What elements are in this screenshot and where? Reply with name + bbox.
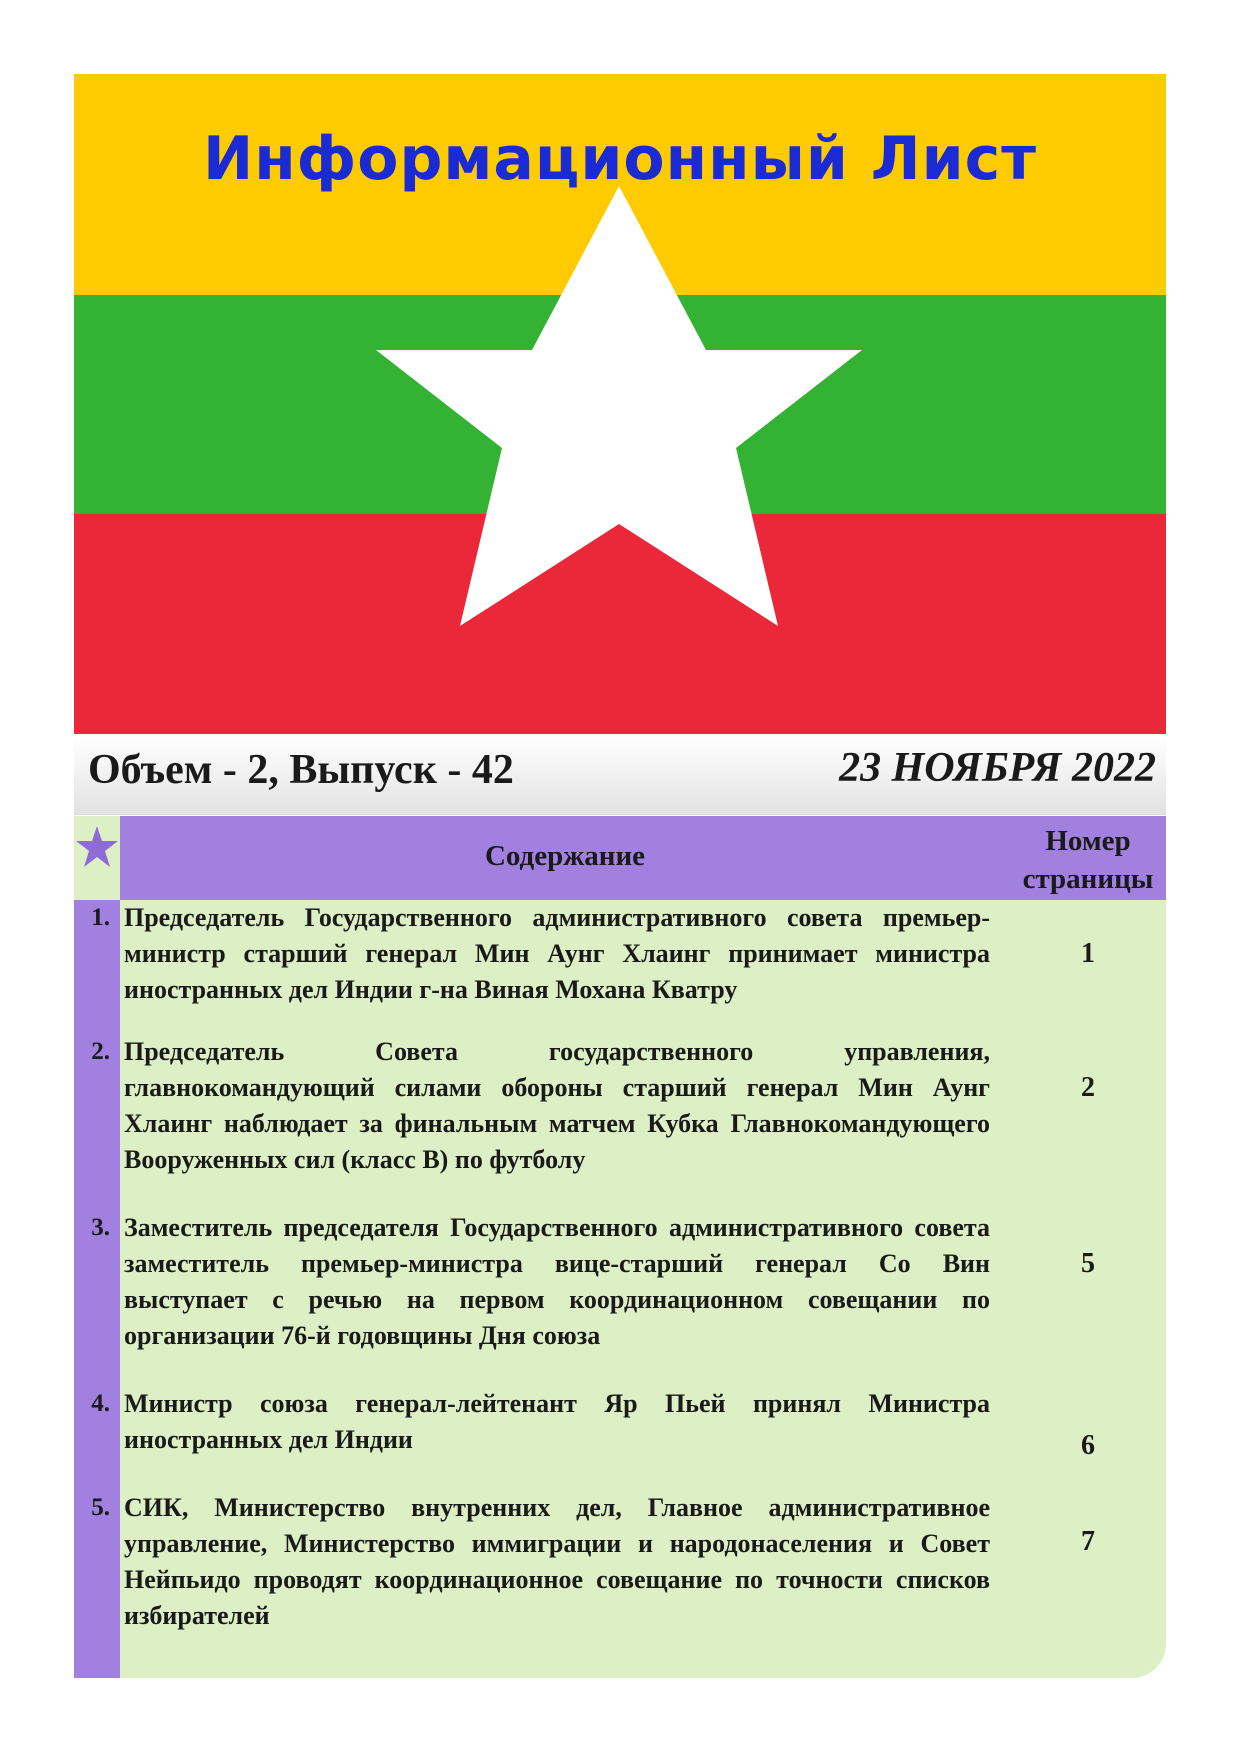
star-icon (74, 824, 120, 870)
entry-title[interactable]: Председатель Государственного административного совета премьер-министр старший генерал Мин Аунг Хлаинг принимает министра иностранных дел Индии г-на Виная Мохана Кватру (124, 903, 990, 1004)
entry-number: 5. (91, 1494, 110, 1521)
entry-title[interactable]: СИК, Министерство внутренних дел, Главное административное управление, Министерство иммиграции и народонаселения и Совет Нейпьидо проводят координационное совещание по точности списков избирателей (124, 1493, 990, 1630)
entry-number: 2. (91, 1038, 110, 1065)
entry-page-number: 1 (1081, 938, 1095, 969)
flag-banner (74, 74, 1166, 734)
entry-title[interactable]: Министр союза генерал-лейтенант Яр Пьей принял Министра иностранных дел Индии (124, 1389, 990, 1454)
entry-title[interactable]: Председатель Совета государственного управления, главнокомандующий силами обороны старший генерал Мин Аунг Хлаинг наблюдает за финальным матчем Кубка Главнокомандующего Вооруженных сил (класс B) по футболу (124, 1037, 990, 1174)
entry-page-number: 5 (1081, 1248, 1095, 1279)
entry-number: 4. (91, 1390, 110, 1417)
toc-header (120, 816, 1166, 900)
table-of-contents (74, 816, 1166, 1678)
entry-page-number: 6 (1081, 1430, 1095, 1461)
entry-number: 1. (91, 904, 110, 931)
toc-side-strip (74, 900, 120, 1678)
issue-volume: Объем - 2, Выпуск - 42 (88, 747, 514, 793)
page-title: Информационный Лист (203, 124, 1037, 194)
toc-heading: Содержание (484, 840, 646, 872)
entry-page-number: 2 (1081, 1072, 1095, 1103)
toc-page-heading: Номер страницы (1022, 825, 1154, 895)
issue-bar (74, 736, 1166, 815)
issue-date: 23 НОЯБРЯ 2022 (839, 745, 1156, 791)
entry-title[interactable]: Заместитель председателя Государственного административного совета заместитель премьер-министра вице-старший генерал Со Вин выступает с речью на первом координационном совещании по организации 76-й годовщины Дня союза (124, 1213, 990, 1350)
entry-number: 3. (91, 1214, 110, 1241)
entry-page-number: 7 (1081, 1526, 1095, 1557)
